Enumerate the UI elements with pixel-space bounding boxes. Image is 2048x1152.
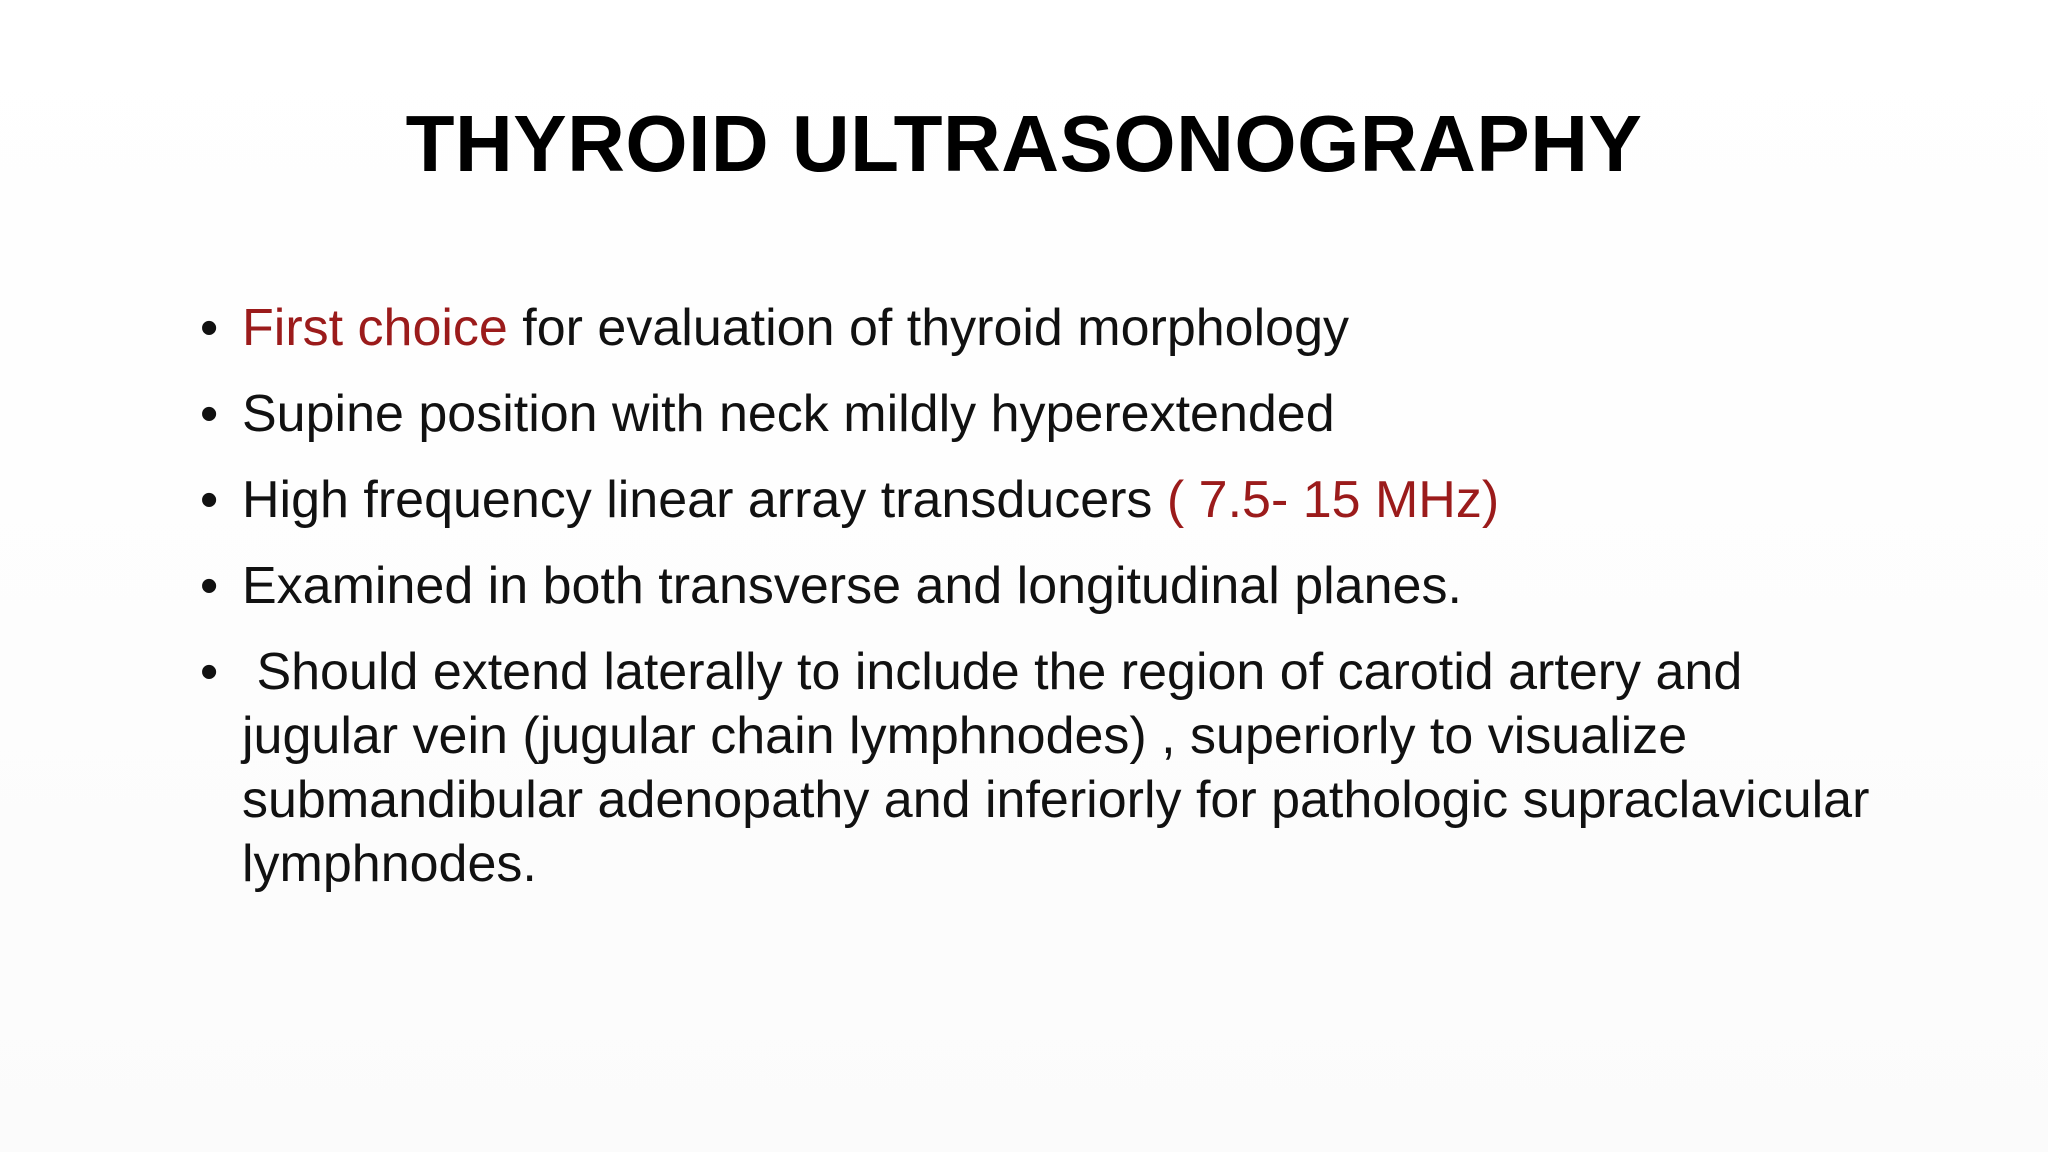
bullet-dot-icon: • xyxy=(200,471,219,529)
bullet-text: High frequency linear array transducers xyxy=(242,471,1167,529)
bullet-dot-icon: • xyxy=(200,299,219,357)
slide-title: THYROID ULTRASONOGRAPHY xyxy=(405,99,1643,188)
bullet-item xyxy=(200,640,1884,896)
bullet-list xyxy=(200,296,1884,918)
bullet-item xyxy=(200,554,1880,618)
bullet-item xyxy=(200,296,1880,360)
bullet-item xyxy=(200,382,1880,446)
bullet-dot-icon: • xyxy=(200,643,219,701)
bullet-dot-icon: • xyxy=(200,385,219,443)
bullet-text: for evaluation of thyroid morphology xyxy=(507,299,1349,357)
bullet-dot-icon: • xyxy=(200,557,219,615)
bullet-highlight: First choice xyxy=(242,299,508,357)
bullet-item xyxy=(200,468,1880,532)
bullet-text: Supine position with neck mildly hyperextended xyxy=(242,385,1335,443)
bullet-text: Examined in both transverse and longitudinal planes. xyxy=(242,557,1462,615)
bullet-text: Should extend laterally to include the region of carotid artery and jugular vein (jugular chain lymphnodes) , superiorly to visualize submandibular adenopathy and inferiorly for pathologic supraclavicular lymphnodes. xyxy=(242,643,1884,893)
bullet-highlight: ( 7.5- 15 MHz) xyxy=(1166,471,1500,529)
